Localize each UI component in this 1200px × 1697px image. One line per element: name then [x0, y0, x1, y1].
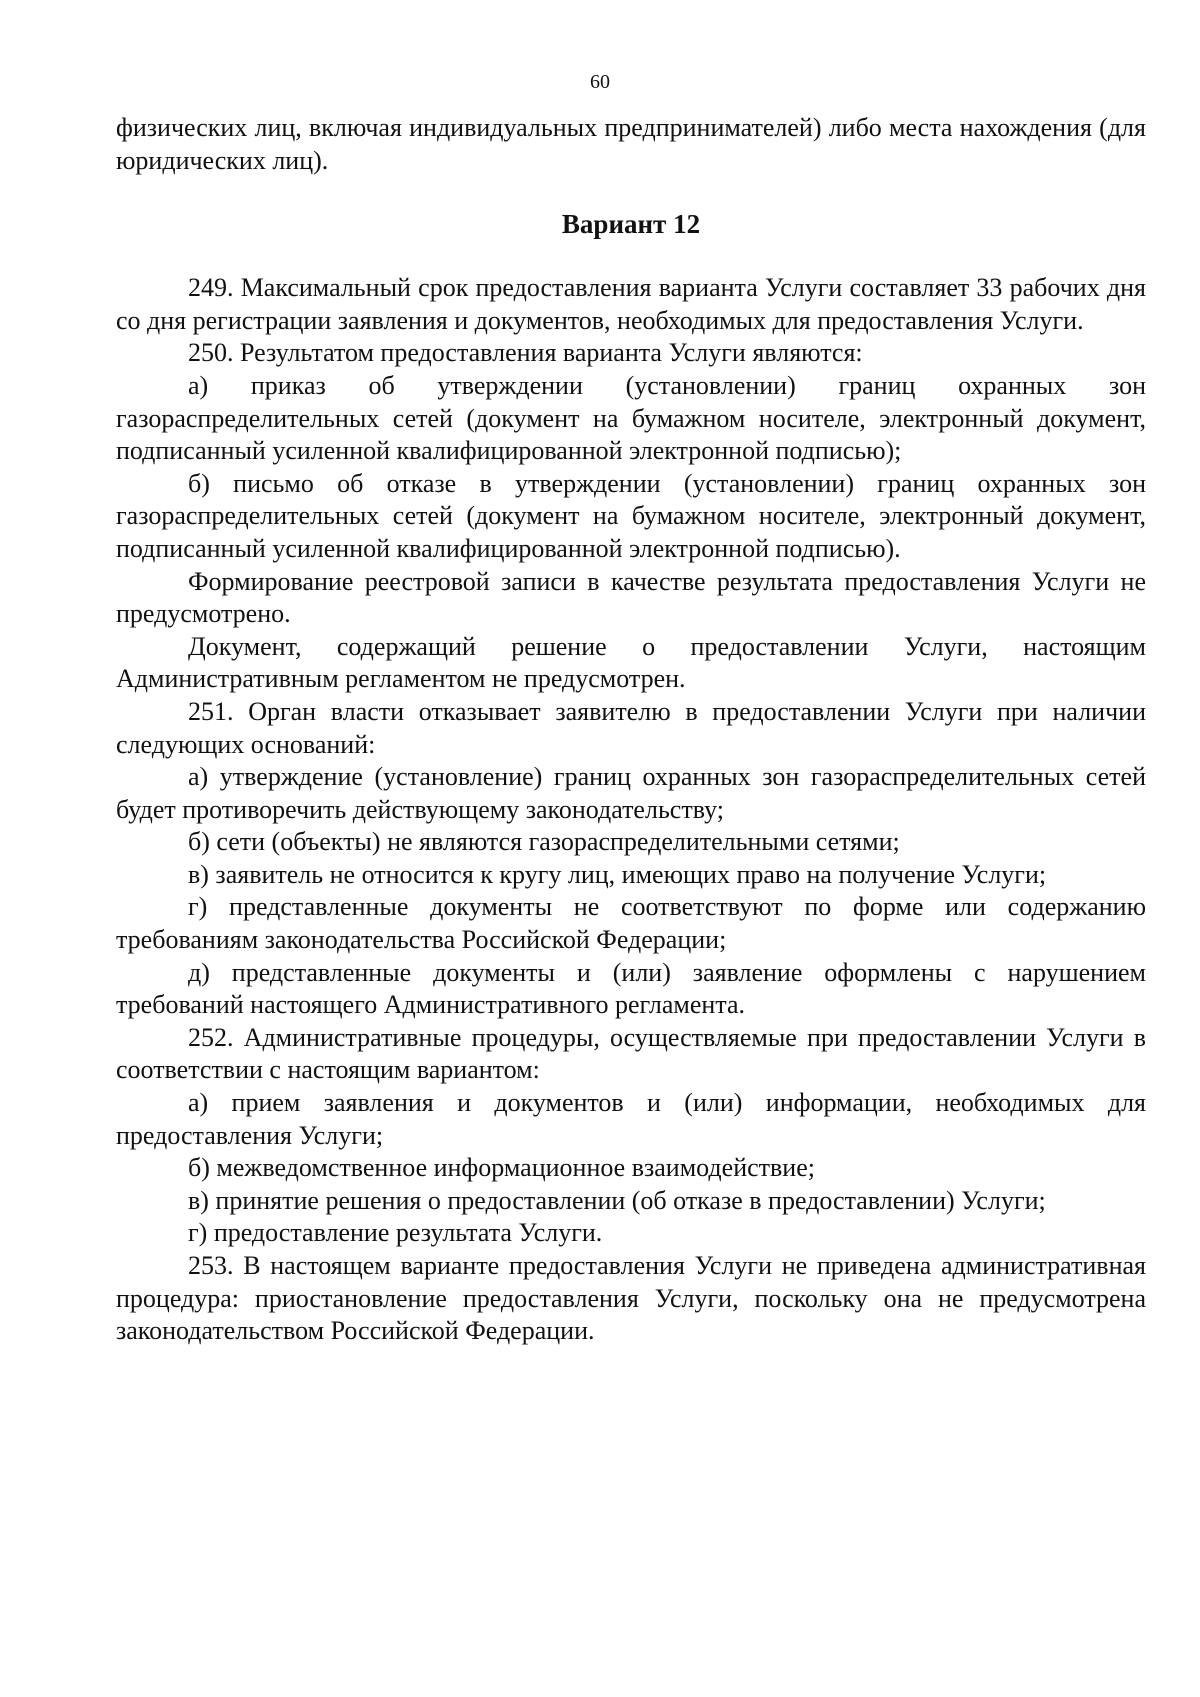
section-heading: Вариант 12 — [561, 209, 701, 240]
paragraph-252-item-a: а) прием заявления и документов и (или) информации, необходимых для предоставления Услуги; — [116, 1088, 1146, 1150]
paragraph-249: 249. Максимальный срок предоставления варианта Услуги составляет 33 рабочих дня со дня регистрации заявления и документов, необходимых для предоставления Услуги. — [116, 273, 1146, 335]
paragraph-252-item-b: б) межведомственное информационное взаимодействие; — [188, 1153, 815, 1183]
paragraph-252: 252. Административные процедуры, осуществляемые при предоставлении Услуги в соответствии с настоящим вариантом: — [116, 1022, 1146, 1085]
paragraph-250-item-a: а) приказ об утверждении (установлении) границ охранных зон газораспределительных сетей (документ на бумажном носителе, электронный документ, подписанный усиленной квалифицированной электронной подписью); — [116, 370, 1146, 466]
document-body — [116, 112, 1146, 1348]
paragraph-registry-record: Формирование реестровой записи в качестве результата предоставления Услуги не предусмотрено. — [116, 566, 1146, 629]
paragraph-251-item-d: д) представленные документы и (или) заявление оформлены с нарушением требований настоящего Административного регламента. — [116, 957, 1146, 1020]
paragraph-251-item-a: а) утверждение (установление) границ охранных зон газораспределительных сетей будет противоречить действующему законодательству; — [116, 762, 1146, 824]
paragraph-251-item-b: б) сети (объекты) не являются газораспределительными сетями; — [188, 827, 900, 857]
paragraph-decision-document: Документ, содержащий решение о предоставлении Услуги, настоящим Административным регламентом не предусмотрен. — [116, 631, 1146, 694]
paragraph-251: 251. Орган власти отказывает заявителю в предоставлении Услуги при наличии следующих оснований: — [116, 696, 1146, 759]
paragraph-253: 253. В настоящем варианте предоставления Услуги не приведена административная процедура: приостановление предоставления Услуги, поскольку она не предусмотрена законодательством Российской Федерации. — [116, 1251, 1146, 1346]
paragraph-252-item-v: в) принятие решения о предоставлении (об отказе в предоставлении) Услуги; — [188, 1185, 1046, 1215]
paragraph-250-item-b: б) письмо об отказе в утверждении (установлении) границ охранных зон газораспределительных сетей (документ на бумажном носителе, электронный документ, подписанный усиленной квалифицированной электронной подписью). — [116, 468, 1146, 563]
page-number: 60 — [590, 71, 610, 93]
paragraph-252-item-g: г) предоставление результата Услуги. — [188, 1218, 603, 1248]
intro-paragraph: физических лиц, включая индивидуальных предпринимателей) либо места нахождения (для юридических лиц). — [116, 113, 1146, 175]
paragraph-250: 250. Результатом предоставления варианта Услуги являются: — [188, 338, 863, 368]
paragraph-251-item-g: г) представленные документы не соответствуют по форме или содержанию требованиям законодательства Российской Федерации; — [116, 892, 1146, 955]
paragraph-251-item-v: в) заявитель не относится к кругу лиц, имеющих право на получение Услуги; — [188, 859, 1047, 889]
